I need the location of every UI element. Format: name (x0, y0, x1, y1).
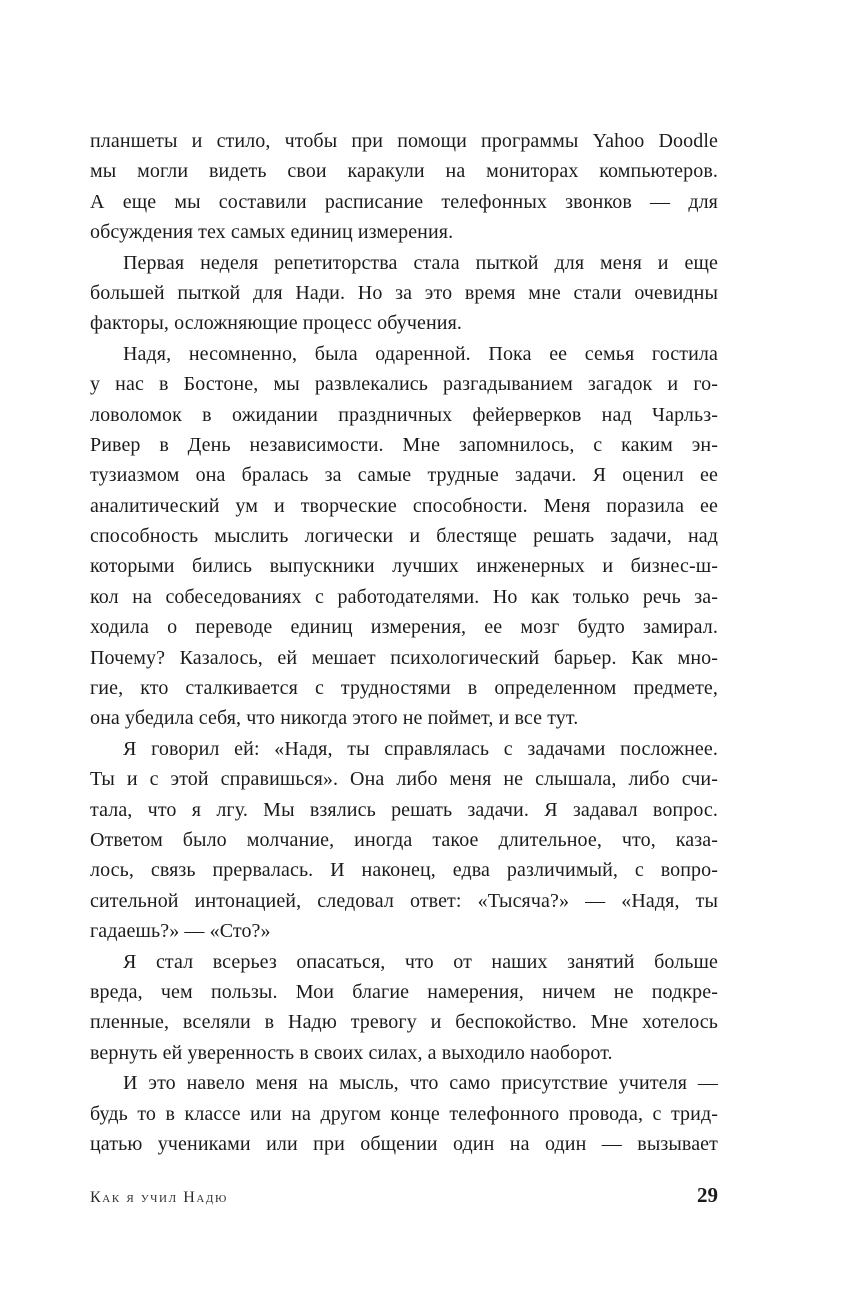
text-line: Первая неделя репетиторства стала пыткой для меня и еще (123, 251, 718, 274)
text-line: которыми бились выпускники лучших инженерных и бизнес-ш- (90, 555, 718, 578)
text-line: Ты и с этой справишься». Она либо меня не слышала, либо счи- (90, 768, 718, 791)
text-line: способность мыслить логически и блестяще решать задачи, над (90, 525, 718, 548)
text-line: вреда, чем пользы. Мои благие намерения, ничем не подкре- (90, 980, 718, 1003)
text-line: Надя, несомненно, была одаренной. Пока ее семья гостила (123, 342, 718, 365)
running-title: Как я учил Надю (90, 1189, 228, 1206)
text-line: вернуть ей уверенность в своих силах, а выходило наоборот. (90, 1041, 613, 1064)
text-line: сительной интонацией, следовал ответ: «Тысяча?» — «Надя, ты (90, 889, 718, 912)
text-line: Я стал всерьез опасаться, что от наших занятий больше (123, 950, 718, 973)
text-line: обсуждения тех самых единиц измерения. (90, 221, 454, 244)
text-line: тала, что я лгу. Мы взялись решать задачи. Я задавал вопрос. (90, 798, 718, 821)
text-line: большей пыткой для Нади. Но за это время мне стали очевидны (90, 281, 718, 304)
text-line: она убедила себя, что никогда этого не поймет, и все тут. (90, 707, 579, 730)
text-line: пленные, вселяли в Надю тревогу и беспокойство. Мне хотелось (90, 1011, 718, 1034)
text-line: Почему? Казалось, ей мешает психологический барьер. Как мно- (90, 646, 718, 669)
text-line: Я говорил ей: «Надя, ты справлялась с задачами посложнее. (123, 737, 718, 760)
text-line: кол на собеседованиях с работодателями. Но как только речь за- (90, 585, 718, 608)
text-line: Ответом было молчание, иногда такое длительное, что, каза- (90, 828, 718, 851)
text-line: гадаешь?» — «Сто?» (90, 920, 271, 943)
text-line: будь то в классе или на другом конце телефонного провода, с трид- (90, 1102, 718, 1125)
text-line: мы могли видеть свои каракули на мониторах компьютеров. (90, 160, 718, 183)
text-line: лось, связь прервалась. И наконец, едва различимый, с вопро- (90, 859, 718, 882)
text-line: И это навело меня на мысль, что само присутствие учителя — (123, 1072, 718, 1095)
text-line: у нас в Бостоне, мы развлекались разгадыванием загадок и го- (90, 373, 718, 396)
page-footer (90, 1183, 718, 1208)
text-line: аналитический ум и творческие способности. Меня поразила ее (90, 494, 718, 517)
text-line: факторы, осложняющие процесс обучения. (90, 312, 462, 335)
page-text-block (90, 126, 718, 1159)
text-line: ходила о переводе единиц измерения, ее мозг будто замирал. (90, 616, 718, 639)
text-line: планшеты и стило, чтобы при помощи программы Yahoo Doodle (90, 130, 718, 152)
text-line: гие, кто сталкивается с трудностями в определенном предмете, (90, 677, 718, 700)
text-line: А еще мы составили расписание телефонных звонков — для (90, 190, 718, 213)
text-line: тузиазмом она бралась за самые трудные задачи. Я оценил ее (90, 464, 718, 487)
text-line: Ривер в День независимости. Мне запомнилось, с каким эн- (90, 433, 718, 456)
text-line: цатью учениками или при общении один на один — вызывает (90, 1132, 718, 1155)
page-number: 29 (697, 1183, 718, 1207)
text-line: ловоломок в ожидании праздничных фейерверков над Чарльз- (90, 403, 718, 426)
